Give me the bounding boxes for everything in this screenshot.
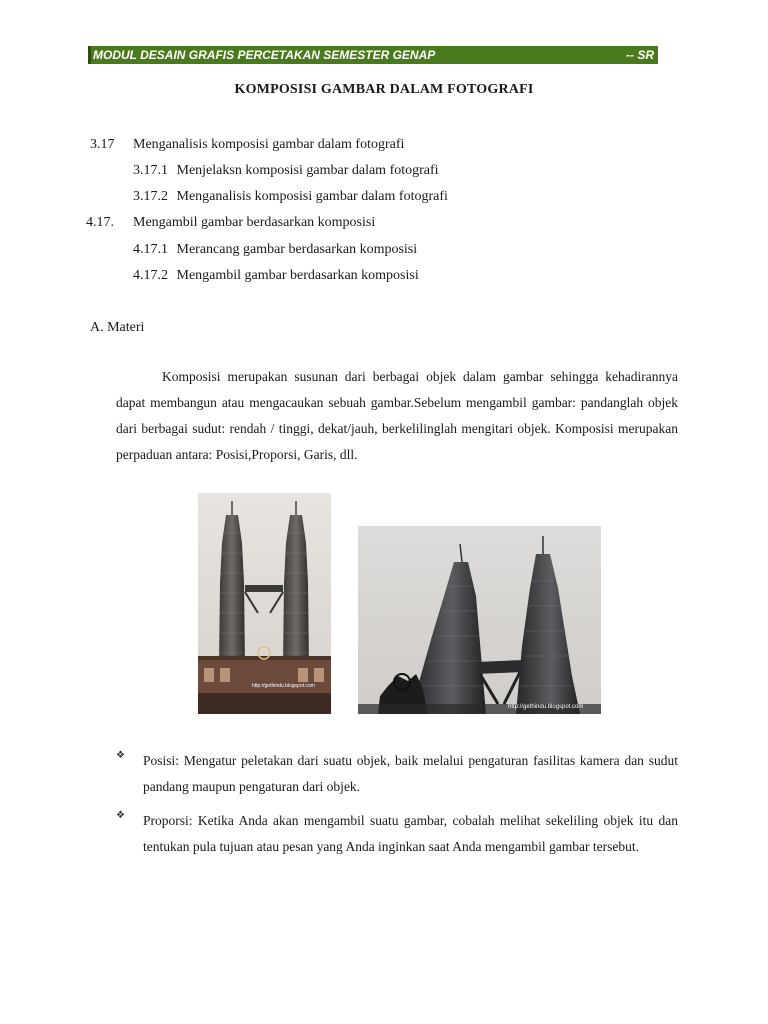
objective-subitem <box>133 162 439 180</box>
objective-subitem <box>133 241 417 259</box>
objective-text: Merancang gambar berdasarkan komposisi <box>176 242 418 257</box>
bullet-text: Proporsi: Ketika Anda akan mengambil suatu gambar, cobalah melihat sekeliling objek itu dan tentukan pula tujuan atau pesan yang Anda inginkan saat Anda mengambil gambar tersebut. <box>143 813 678 854</box>
document-title: KOMPOSISI GAMBAR DALAM FOTOGRAFI <box>234 82 534 97</box>
body-paragraph <box>116 364 678 468</box>
bullet-item <box>116 748 678 800</box>
objective-number: 3.17 <box>90 137 115 152</box>
objective-number: 4.17. <box>86 215 114 230</box>
diamond-bullet-icon: ❖ <box>116 750 125 761</box>
photo-petronas-towers-low-angle <box>358 526 601 714</box>
photo-watermark: http://gethindu.blogspot.com <box>508 704 584 710</box>
objective-text: Menjelaksn komposisi gambar dalam fotografi <box>176 163 439 178</box>
photo-petronas-towers-front <box>198 493 331 714</box>
objective-number: 3.17.1 <box>133 163 168 178</box>
objective-subitem <box>133 188 448 206</box>
header-right-text: -- SR <box>626 48 654 62</box>
objective-text: Mengambil gambar berdasarkan komposisi <box>176 268 419 283</box>
bullet-text: Posisi: Mengatur peletakan dari suatu objek, baik melalui pengaturan fasilitas kamera dan sudut pandang maupun pengaturan dari objek. <box>143 753 678 794</box>
objective-number: 3.17.2 <box>133 189 168 204</box>
header-bar <box>88 46 658 64</box>
photo-watermark: http://gethindu.blogspot.com <box>252 683 315 689</box>
section-heading: A. Materi <box>90 320 145 335</box>
objective-number: 4.17.2 <box>133 268 168 283</box>
bullet-item <box>116 808 678 860</box>
objective-number: 4.17.1 <box>133 242 168 257</box>
objective-text: Mengambil gambar berdasarkan komposisi <box>133 215 376 230</box>
paragraph-text: Komposisi merupakan susunan dari berbagai objek dalam gambar sehingga kehadirannya dapat membangun atau mengacaukan sebuah gambar.Sebelum mengambil gambar: pandanglah objek dari berbagai sudut: rendah / tinggi, dekat/jauh, berkelilinglah mengitari objek. Komposisi merupakan perpaduan antara: Posisi,Proporsi, Garis, dll. <box>116 369 678 462</box>
objective-subitem <box>133 267 419 285</box>
objective-text: Menganalisis komposisi gambar dalam fotografi <box>176 189 448 204</box>
objective-text: Menganalisis komposisi gambar dalam fotografi <box>133 137 405 152</box>
header-left-text: MODUL DESAIN GRAFIS PERCETAKAN SEMESTER GENAP <box>93 48 436 62</box>
diamond-bullet-icon: ❖ <box>116 810 125 821</box>
